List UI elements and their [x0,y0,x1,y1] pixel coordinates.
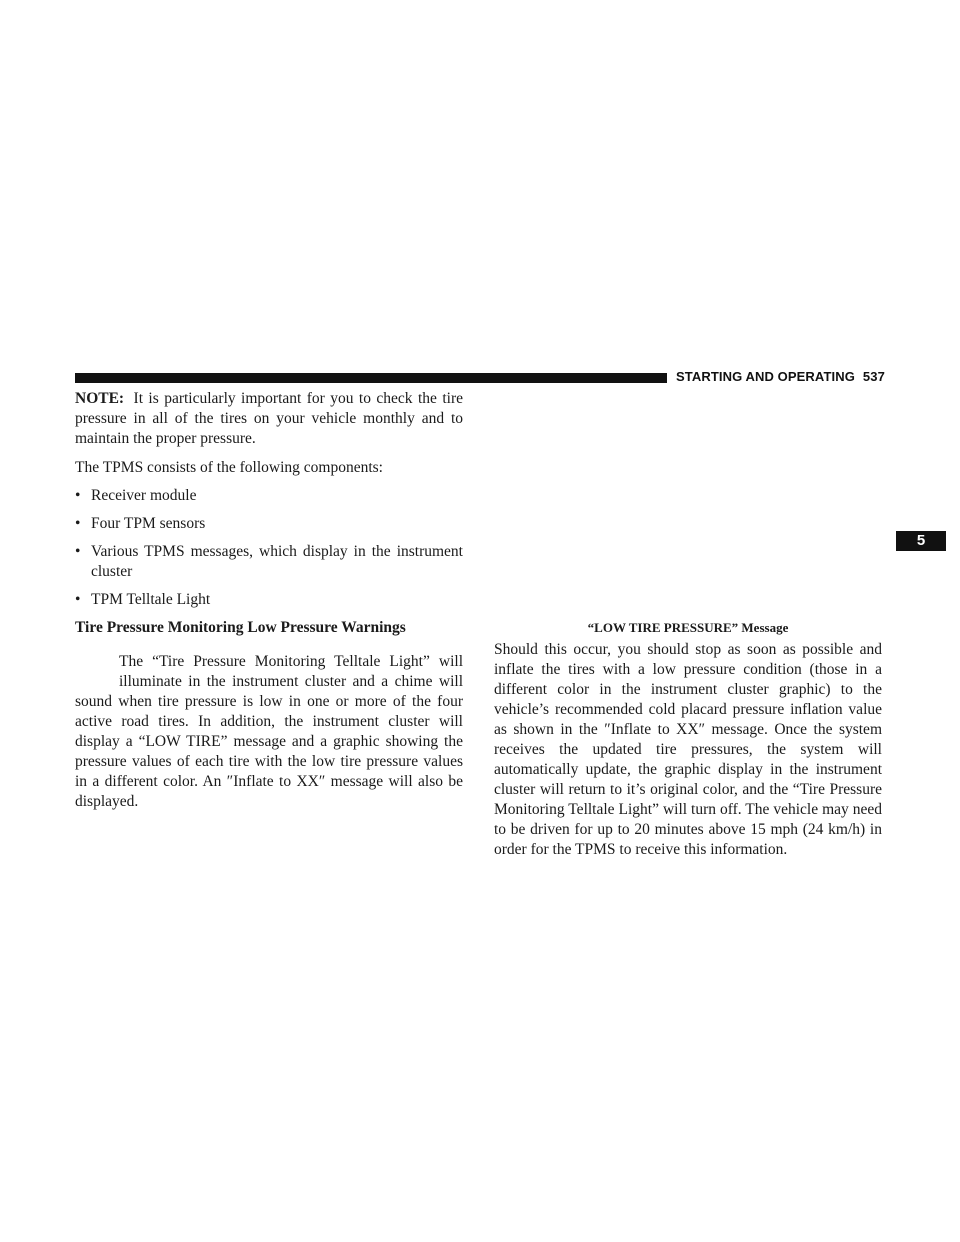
components-intro: The TPMS consists of the following components: [75,459,383,476]
warning-paragraph: The “Tire Pressure Monitoring Telltale Light” will illuminate in the instrument cluster and a chime will sound when tire pressure is low in one or more of the four active road tires. In addition, the instrument cluster will display a “LOW TIRE” message and a graphic showing the pressure values of each tire with the low tire pressure values in a different color. An ″Inflate to XX″ message will also be displayed. [75,653,463,810]
header-rule [75,373,667,383]
section-heading: Tire Pressure Monitoring Low Pressure Warnings [75,619,406,636]
list-item [75,486,463,506]
running-header [676,369,885,384]
left-column [75,389,463,812]
telltale-icon-placeholder [75,652,119,688]
note-paragraph [75,389,463,449]
list-item-text: Receiver module [91,487,197,504]
list-item-text: Four TPM sensors [91,515,206,532]
section-title: STARTING AND OPERATING [676,369,855,384]
list-item-text: TPM Telltale Light [91,591,211,608]
note-text: It is particularly important for you to check the tire pressure in all of the tires on your vehicle monthly and to maintain the proper pressure. [75,390,464,447]
list-item [75,514,463,534]
list-item [75,542,463,582]
list-item-text: Various TPMS messages, which display in the instrument cluster [91,543,463,580]
page-number: 537 [862,369,885,384]
bullet-icon: • [75,591,81,608]
body-paragraph: Should this occur, you should stop as soon as possible and inflate the tires with a low pressure condition (those in a different color in the instrument cluster graphic) to the vehicle’s recommended cold placard pressure inflation value as shown in the ″Inflate to XX″ message. Once the system receives the updated tire pressures, the system will automatically update, the graphic display in the instrument cluster will return to it’s original color, and the “Tire Pressure Monitoring Telltale Light” will turn off. The vehicle may need to be driven for up to 20 minutes above 15 mph (24 km/h) in order for the TPMS to receive this information. [494,641,882,858]
components-list [75,486,463,610]
list-item [75,590,463,610]
figure-caption: “LOW TIRE PRESSURE” Message [587,620,789,635]
chapter-tab: 5 [896,531,946,551]
cluster-message-figure [494,389,882,615]
bullet-icon: • [75,543,81,560]
bullet-icon: • [75,515,81,532]
right-column [494,389,882,860]
bullet-icon: • [75,487,81,504]
note-label: NOTE: [75,390,125,407]
